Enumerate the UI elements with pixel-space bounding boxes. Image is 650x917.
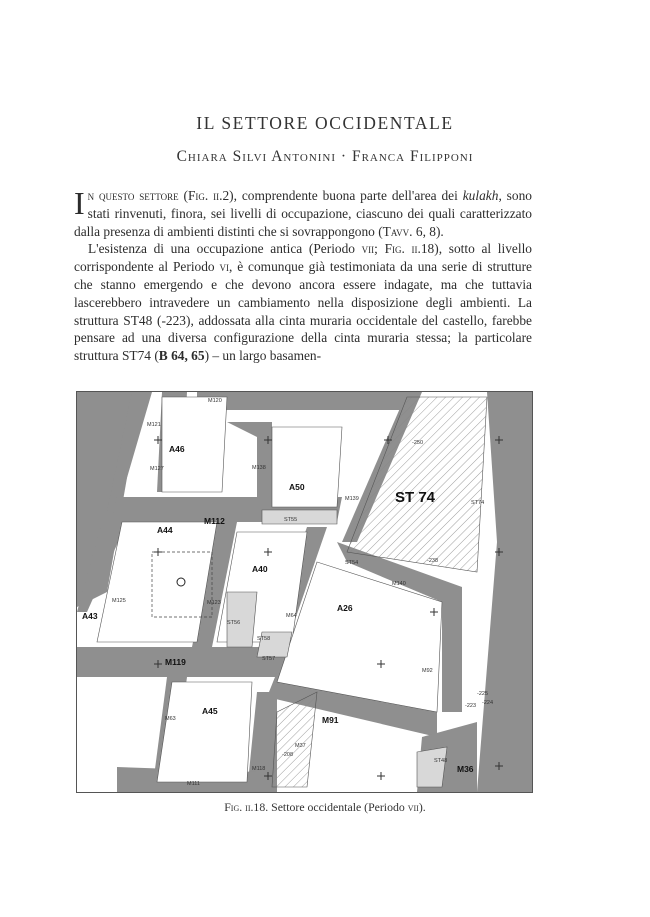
figure-caption bbox=[0, 800, 650, 815]
caption-period: vii bbox=[407, 800, 419, 814]
caption-end: ). bbox=[418, 800, 426, 814]
site-plan bbox=[77, 392, 532, 792]
room-label: A45 bbox=[202, 706, 218, 716]
text: ; bbox=[374, 241, 385, 257]
period-numeral: vi bbox=[219, 259, 229, 275]
structure-label: ST56 bbox=[227, 620, 241, 626]
wall-label: M127 bbox=[150, 466, 164, 472]
text: L'esistenza di una occupazione antica (Periodo bbox=[88, 241, 362, 257]
structure-label: ST58 bbox=[257, 636, 271, 642]
level-label: -250 bbox=[412, 440, 424, 446]
room-label: A44 bbox=[157, 525, 173, 535]
wall-label: M138 bbox=[252, 465, 266, 471]
structure-label: ST 74 bbox=[395, 489, 436, 506]
room-label: A26 bbox=[337, 603, 353, 613]
wall-label: M63 bbox=[165, 716, 176, 722]
text: ). bbox=[435, 223, 444, 239]
italic-term: kulakh bbox=[462, 188, 499, 203]
wall-label: M92 bbox=[422, 668, 433, 674]
room-label: A50 bbox=[289, 482, 305, 492]
level-label: -238 bbox=[427, 558, 439, 564]
figure-ref: Fig. ii.18 bbox=[384, 241, 435, 257]
structure-label: ST57 bbox=[262, 656, 276, 662]
wall-label: M140 bbox=[392, 581, 406, 587]
level-label: -224 bbox=[482, 700, 494, 706]
wall-label: M121 bbox=[147, 422, 161, 428]
wall-label: M37 bbox=[295, 743, 306, 749]
caption-label: Fig. ii.18. bbox=[224, 800, 269, 814]
text: , è comunque già testimoniata da una serie di strutture che stanno emergendo e che devono ancora essere indagate, ma che tuttavia lascerebbero intravedere un cambiamento nella disposizione degli ambienti. La struttura ST48 (-223), addossata alla cinta muraria occidentale del castello, farebbe pensare ad una diversa configurazione della cinta muraria stessa; la particolare struttura ST74 ( bbox=[74, 259, 532, 364]
plate-ref: Tavv. 6, 8 bbox=[382, 223, 436, 239]
paragraph-2 bbox=[74, 240, 532, 365]
structure-label: ST74 bbox=[471, 500, 485, 506]
level-label: -208 bbox=[282, 752, 294, 758]
wall-label: M123 bbox=[207, 600, 221, 606]
m91-area bbox=[272, 692, 317, 787]
figure-ref: Fig. ii.2 bbox=[187, 188, 230, 203]
structure-label: ST54 bbox=[345, 560, 359, 566]
room-label: A43 bbox=[82, 611, 98, 621]
wall-label: M36 bbox=[457, 764, 474, 774]
text: ) – un largo basamen- bbox=[204, 348, 322, 364]
authors: Chiara Silvi Antonini · Franca Filipponi bbox=[176, 148, 474, 165]
structure-label: ST48 bbox=[434, 758, 448, 764]
level-label: -223 bbox=[465, 703, 477, 709]
wall-label: M112 bbox=[204, 516, 225, 526]
wall-label: M64 bbox=[286, 613, 297, 619]
text: ), comprendente buona parte dell'area dei bbox=[229, 188, 463, 203]
wall-label: M120 bbox=[208, 398, 222, 404]
wall-label: M119 bbox=[165, 657, 186, 667]
text: ), sotto al livello corrispondente al Periodo bbox=[74, 241, 532, 275]
wall-label: M91 bbox=[322, 715, 339, 725]
section-title: IL SETTORE OCCIDENTALE bbox=[196, 113, 454, 133]
body-text bbox=[74, 187, 532, 365]
drop-cap: I bbox=[74, 185, 85, 221]
wall-label: M118 bbox=[252, 766, 266, 772]
wall-label: M139 bbox=[345, 496, 359, 502]
paragraph-1 bbox=[74, 187, 532, 240]
caption-text: Settore occidentale (Periodo bbox=[268, 800, 408, 814]
site-plan-figure bbox=[76, 391, 533, 793]
room-label: A40 bbox=[252, 564, 268, 574]
room-label: A46 bbox=[169, 444, 185, 454]
structure-label: ST55 bbox=[284, 517, 298, 523]
level-label: -225 bbox=[477, 691, 489, 697]
text: , sono stati rinvenuti, finora, sei livelli di occupazione, ciascuno dei quali caratterizzato dalla presenza di ambienti distinti che si sovrappongono ( bbox=[74, 188, 532, 239]
period-numeral: vii bbox=[361, 241, 375, 257]
bold-ref: B 64, 65 bbox=[158, 348, 205, 364]
text: n questo settore ( bbox=[87, 188, 188, 203]
wall-label: M125 bbox=[112, 598, 126, 604]
wall-label: M111 bbox=[187, 781, 200, 787]
